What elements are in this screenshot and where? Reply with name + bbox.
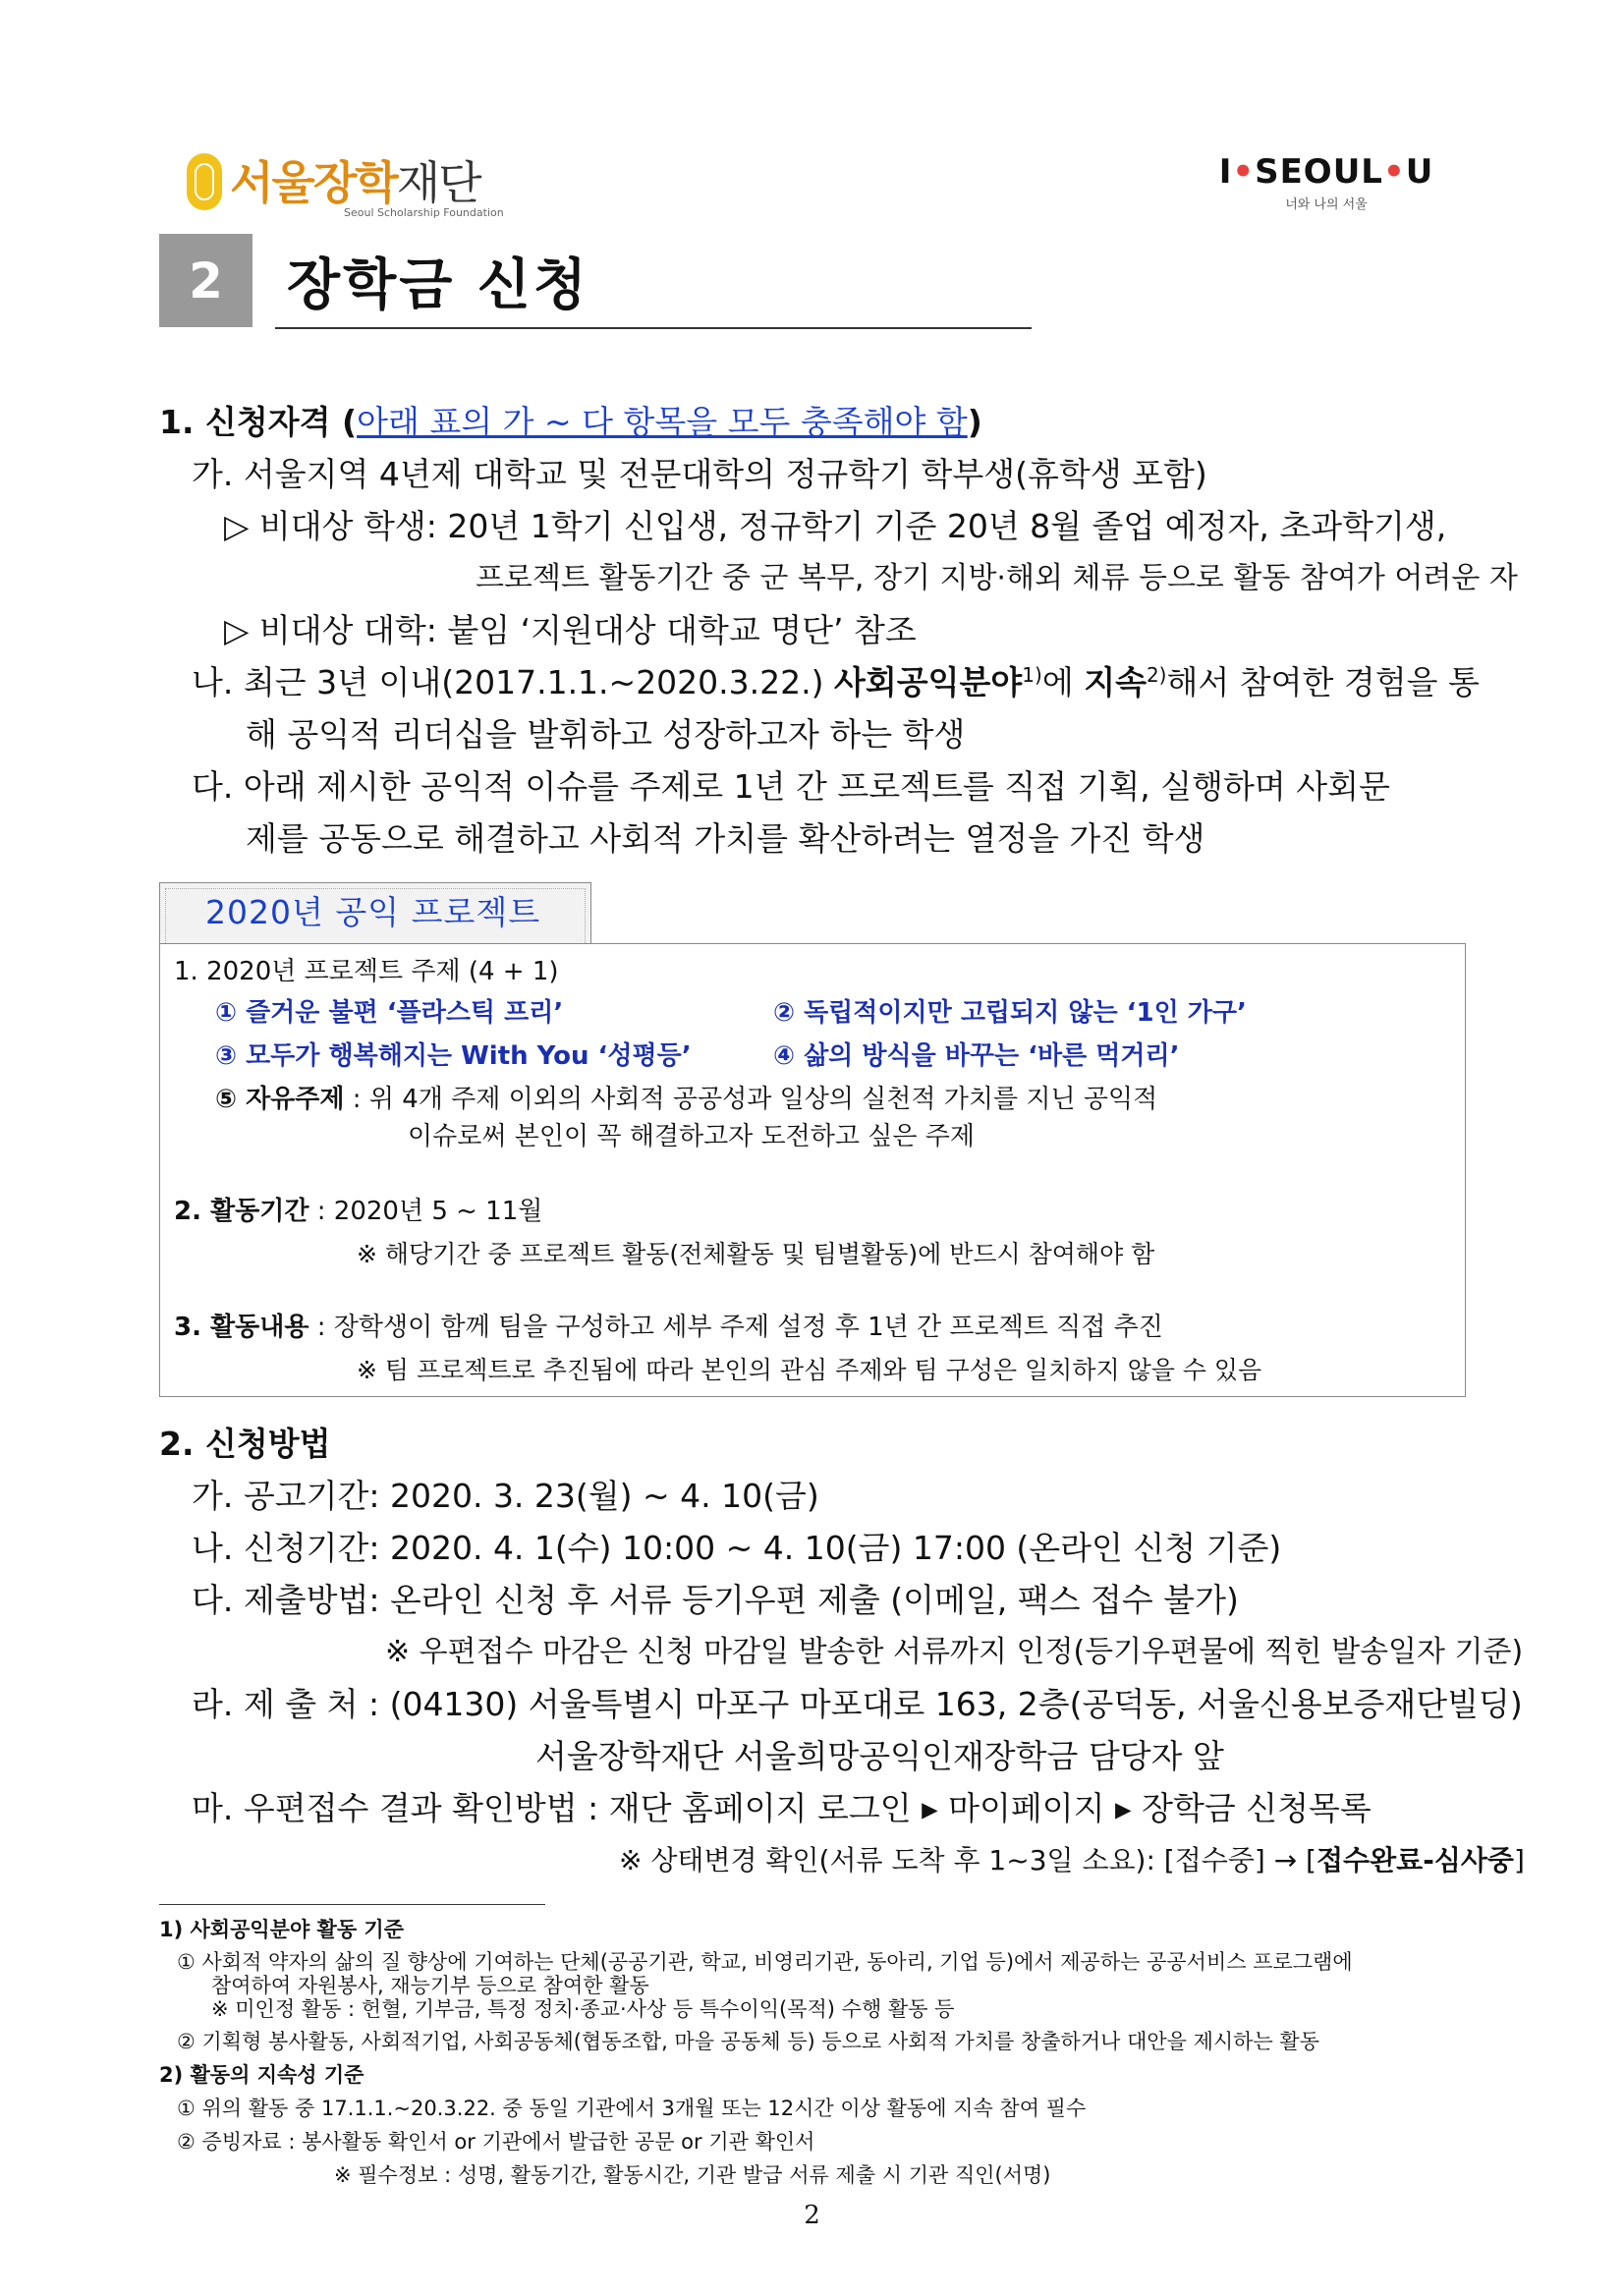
iseoulu-logo [1208, 152, 1444, 221]
qual-item-ga: 가. 서울지역 4년제 대학교 및 전문대학의 정규학기 학부생(휴학생 포함) [192, 455, 1207, 493]
footnote-ref-2: 2) [1146, 663, 1167, 687]
project-topic-2: ② 독립적이지만 고립되지 않는 ‘1인 가구’ [773, 998, 1247, 1028]
footnote-1-exclusion: ※ 미인정 활동 : 헌혈, 기부금, 특정 정치·종교·사상 등 특수이익(목적) 수행 활동 등 [211, 1997, 955, 2021]
brand-seoul: SEOUL [1255, 152, 1383, 192]
qual-item-da-line1: 다. 아래 제시한 공익적 이슈를 주제로 1년 간 프로젝트를 직접 기획, 실행하며 사회문 [192, 767, 1390, 806]
footnote-rule [159, 1904, 545, 1905]
iseoulu-wordmark: I•SEOUL•U [1218, 152, 1434, 192]
period-text: : 2020년 5 ~ 11월 [308, 1197, 543, 1226]
project-period-note: ※ 해당기간 중 프로젝트 활동(전체활동 및 팀별활동)에 반드시 참여해야 함 [357, 1240, 1155, 1268]
topic-5-text: : 위 4개 주제 이외의 사회적 공공성과 일상의 실천적 가치를 지닌 공익적 [344, 1085, 1158, 1114]
method-address-line2: 서울장학재단 서울희망공익인재장학금 담당자 앞 [535, 1737, 1224, 1775]
footnote-2-item-2: ② 증빙자료 : 봉사활동 확인서 or 기관에서 발급한 공문 or 기관 확인서 [177, 2130, 815, 2154]
footnote-1-title: 1) 사회공익분야 활동 기준 [159, 1918, 405, 1941]
project-topic-heading: 1. 2020년 프로젝트 주제 (4 + 1) [174, 957, 559, 986]
method-notice-period: 가. 공고기간: 2020. 3. 23(월) ~ 4. 10(금) [192, 1477, 819, 1515]
page-number: 2 [804, 2201, 820, 2230]
logo-main: 서울장학 [230, 156, 397, 209]
na-suffix: 해서 참여한 경험을 통 [1166, 663, 1480, 701]
footnote-2-item-1: ① 위의 활동 중 17.1.1.~20.3.22. 중 동일 기관에서 3개월 또는 12시간 이상 활동에 지속 참여 필수 [177, 2097, 1087, 2120]
method-address: 라. 제 출 처 : (04130) 서울특별시 마포구 마포대로 163, 2층(공덕동, 서울신용보증재단빌딩) [192, 1685, 1523, 1723]
qual-item-na-line1 [192, 661, 1480, 704]
brand-i: I [1218, 152, 1233, 192]
project-topic-5-line2: 이슈로써 본인이 꼭 해결하고자 도전하고 싶은 주제 [408, 1122, 976, 1151]
logo-subtitle: Seoul Scholarship Foundation [344, 206, 504, 219]
project-box-tab [159, 882, 591, 943]
section-underline [275, 327, 1032, 329]
qual-item-da-line2: 제를 공동으로 해결하고 사회적 가치를 확산하려는 열정을 가진 학생 [246, 819, 1205, 858]
na-mid: 에 [1041, 663, 1085, 701]
seoul-scholarship-logo [187, 145, 511, 222]
brand-u: U [1405, 152, 1434, 192]
excluded-students-line2: 프로젝트 활동기간 중 군 복무, 장기 지방·해외 체류 등으로 활동 참여가 어려운 자 [476, 561, 1518, 595]
logo-wordmark [230, 147, 480, 212]
project-content-note: ※ 팀 프로젝트로 추진됨에 따라 본인의 관심 주제와 팀 구성은 일치하지 않을 수 있음 [357, 1356, 1262, 1384]
project-box [159, 943, 1466, 1397]
project-topic-4: ④ 삶의 방식을 바꾸는 ‘바른 먹거리’ [773, 1041, 1180, 1071]
method-heading: 2. 신청방법 [159, 1425, 331, 1463]
na-prefix: 나. 최근 3년 이내(2017.1.1.~2020.3.22.) [192, 663, 834, 701]
qualification-note: 아래 표의 가 ~ 다 항목을 모두 충족해야 함 [357, 403, 968, 441]
project-box-title: 2020년 공익 프로젝트 [205, 893, 541, 931]
qualification-heading-text: 1. 신청자격 [159, 403, 331, 441]
excluded-universities: ▷ 비대상 대학: 붙임 ‘지원대상 대학교 명단’ 참조 [224, 611, 917, 649]
section-title: 장학금 신청 [287, 253, 589, 317]
section-number: 2 [159, 234, 252, 327]
footnote-1-item-1-cont: 참여하여 자원봉사, 재능기부 등으로 참여한 활동 [211, 1974, 649, 1997]
footnote-1-item-1: ① 사회적 약자의 삶의 질 향상에 기여하는 단체(공공기관, 학교, 비영리기관, 동아리, 기업 등)에서 제공하는 공공서비스 프로그램에 [177, 1950, 1353, 1974]
footnote-1-item-2: ② 기획형 봉사활동, 사회적기업, 사회공동체(협동조합, 마을 공동체 등) 등으로 사회적 가치를 창출하거나 대안을 제시하는 활동 [177, 2030, 1319, 2053]
project-content [174, 1310, 1163, 1345]
status-complete: 접수완료-심사중 [1316, 1844, 1514, 1876]
qual-item-na-line2: 해 공익적 리더십을 발휘하고 성장하고자 하는 학생 [246, 715, 966, 754]
status-note-suffix: ] [1513, 1844, 1525, 1876]
excluded-students-line1: ▷ 비대상 학생: 20년 1학기 신입생, 정규학기 기준 20년 8월 졸업 예정자, 초과학기생, [224, 507, 1447, 545]
footnote-2-required: ※ 필수정보 : 성명, 활동기간, 활동시간, 기관 발급 서류 제출 시 기관 직인(서명) [334, 2163, 1051, 2187]
method-status-note [619, 1839, 1525, 1882]
iseoulu-subtitle: 너와 나의 서울 [1285, 197, 1368, 212]
project-topic-5 [215, 1082, 1157, 1117]
na-public-field: 사회공익분야 [834, 663, 1023, 701]
topic-5-label: ⑤ 자유주제 [215, 1085, 345, 1114]
method-submission: 다. 제출방법: 온라인 신청 후 서류 등기우편 제출 (이메일, 팩스 접수 불가) [192, 1581, 1239, 1619]
project-topic-3: ③ 모두가 행복해지는 With You ‘성평등’ [215, 1041, 692, 1071]
logo-suffix: 재단 [396, 156, 480, 209]
project-topic-1: ① 즐거운 불편 ‘플라스틱 프리’ [215, 998, 564, 1028]
status-note-prefix: ※ 상태변경 확인(서류 도착 후 1~3일 소요): [접수중] → [ [619, 1844, 1316, 1876]
method-check-result: 마. 우편접수 결과 확인방법 : 재단 홈페이지 로그인 ▸ 마이페이지 ▸ 장학금 신청목록 [192, 1789, 1372, 1827]
method-submission-note: ※ 우편접수 마감은 신청 마감일 발송한 서류까지 인정(등기우편물에 찍힌 발송일자 기준) [385, 1635, 1524, 1669]
project-period [174, 1194, 542, 1229]
qualification-heading: 1. 신청자격 (아래 표의 가 ~ 다 항목을 모두 충족해야 함) [159, 403, 982, 441]
method-application-period: 나. 신청기간: 2020. 4. 1(수) 10:00 ~ 4. 10(금) 17:00 (온라인 신청 기준) [192, 1529, 1282, 1567]
period-label: 2. 활동기간 [174, 1197, 309, 1226]
content-label: 3. 활동내용 [174, 1313, 309, 1342]
footnote-2-title: 2) 활동의 지속성 기준 [159, 2063, 364, 2087]
foundation-emblem-icon [187, 153, 222, 210]
na-continuity: 지속 [1084, 663, 1147, 701]
content-text: : 장학생이 함께 팀을 구성하고 세부 주제 설정 후 1년 간 프로젝트 직접 추진 [308, 1313, 1163, 1342]
footnote-ref-1: 1) [1022, 663, 1042, 687]
